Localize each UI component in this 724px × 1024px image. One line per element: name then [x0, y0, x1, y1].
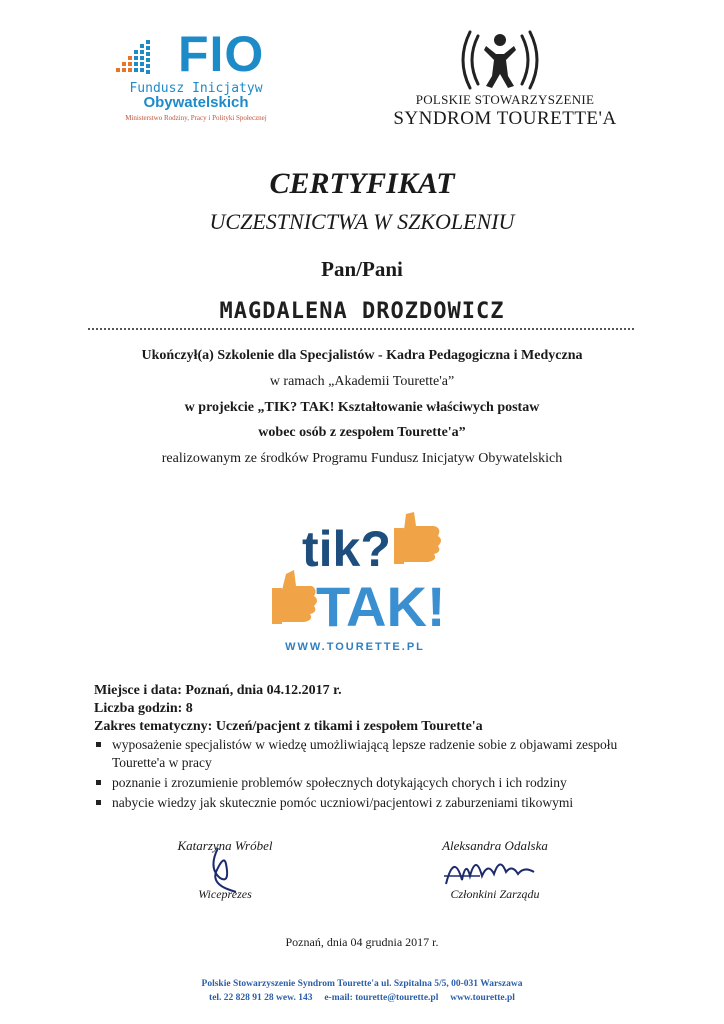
- body-line-2: w ramach „Akademii Tourette'a”: [269, 374, 455, 389]
- hours-count: Liczba godzin: 8: [94, 701, 193, 716]
- signatory-2-role: Członkini Zarządu: [450, 887, 540, 901]
- topic-text: poznanie i zrozumienie problemów społecznych dotykających chorych i ich rodziny: [112, 775, 567, 790]
- body-line-1: Ukończył(a) Szkolenie dla Specjalistów - Kadra Pedagogiczna i Medyczna: [141, 348, 583, 363]
- tik-tak-url: WWW.TOURETTE.PL: [285, 641, 425, 653]
- list-item: [96, 774, 656, 792]
- certificate-subtitle: UCZESTNICTWA W SZKOLENIU: [209, 209, 515, 234]
- tak-word: TAK!: [316, 575, 446, 638]
- bullet-icon: [96, 742, 101, 747]
- thumbs-up-icon: [404, 512, 441, 562]
- body-line-3: w projekcie „TIK? TAK! Kształtowanie właściwych postaw: [184, 400, 540, 415]
- footer-contact: tel. 22 828 91 28 wew. 143 e-mail: tourette@tourette.pl www.tourette.pl: [209, 993, 515, 1003]
- recipient-name: MAGDALENA DROZDOWICZ: [219, 299, 505, 324]
- bullet-icon: [96, 800, 101, 805]
- topic-text: wyposażenie specjalistów w wiedzę umożliwiającą lepsze radzenie sobie z objawami zespołu Tourette'a w pracy: [112, 737, 618, 770]
- tik-word: tik?: [302, 521, 391, 577]
- list-item: [96, 794, 656, 812]
- topic-scope: Zakres tematyczny: Uczeń/pacjent z tikami i zespołem Tourette'a: [94, 719, 483, 734]
- thumbs-up-icon: [282, 570, 317, 622]
- signatory-1-role: Wiceprezes: [198, 887, 252, 901]
- tourette-association-logo-icon: [452, 28, 548, 92]
- fio-dots-logo-icon: [116, 40, 160, 74]
- association-name-line1: POLSKIE STOWARZYSZENIE: [415, 92, 595, 107]
- fio-wordmark: FIO: [178, 26, 265, 82]
- list-item: [96, 736, 656, 772]
- fio-name-line2: Obywatelskich: [143, 94, 249, 111]
- place-and-date: Miejsce i data: Poznań, dnia 04.12.2017 r.: [94, 683, 342, 698]
- fio-name-line1: Fundusz Inicjatyw: [129, 81, 263, 96]
- topics-list: [96, 736, 656, 814]
- signatory-1-name: Katarzyna Wróbel: [177, 838, 273, 853]
- topic-text: nabycie wiedzy jak skutecznie pomóc uczniowi/pacjentowi z zaburzeniami tikowymi: [112, 795, 574, 810]
- certificate-title: CERTYFIKAT: [269, 167, 455, 200]
- salutation: Pan/Pani: [321, 257, 403, 281]
- signature-2-handwriting: [440, 846, 540, 890]
- body-line-5: realizowanym ze środków Programu Fundusz Inicjatyw Obywatelskich: [161, 451, 563, 466]
- closing-place-date: Poznań, dnia 04 grudnia 2017 r.: [285, 935, 439, 949]
- fio-ministry-text: Ministerstwo Rodziny, Pracy i Polityki Społecznej: [125, 114, 267, 122]
- dotted-name-line: [88, 328, 634, 330]
- body-line-4: wobec osób z zespołem Tourette'a”: [258, 425, 466, 440]
- association-name-line2: SYNDROM TOURETTE'A: [393, 108, 617, 129]
- footer-address: Polskie Stowarzyszenie Syndrom Tourette'a ul. Szpitalna 5/5, 00-031 Warszawa: [201, 979, 523, 989]
- signatory-2-name: Aleksandra Odalska: [442, 838, 548, 853]
- bullet-icon: [96, 780, 101, 785]
